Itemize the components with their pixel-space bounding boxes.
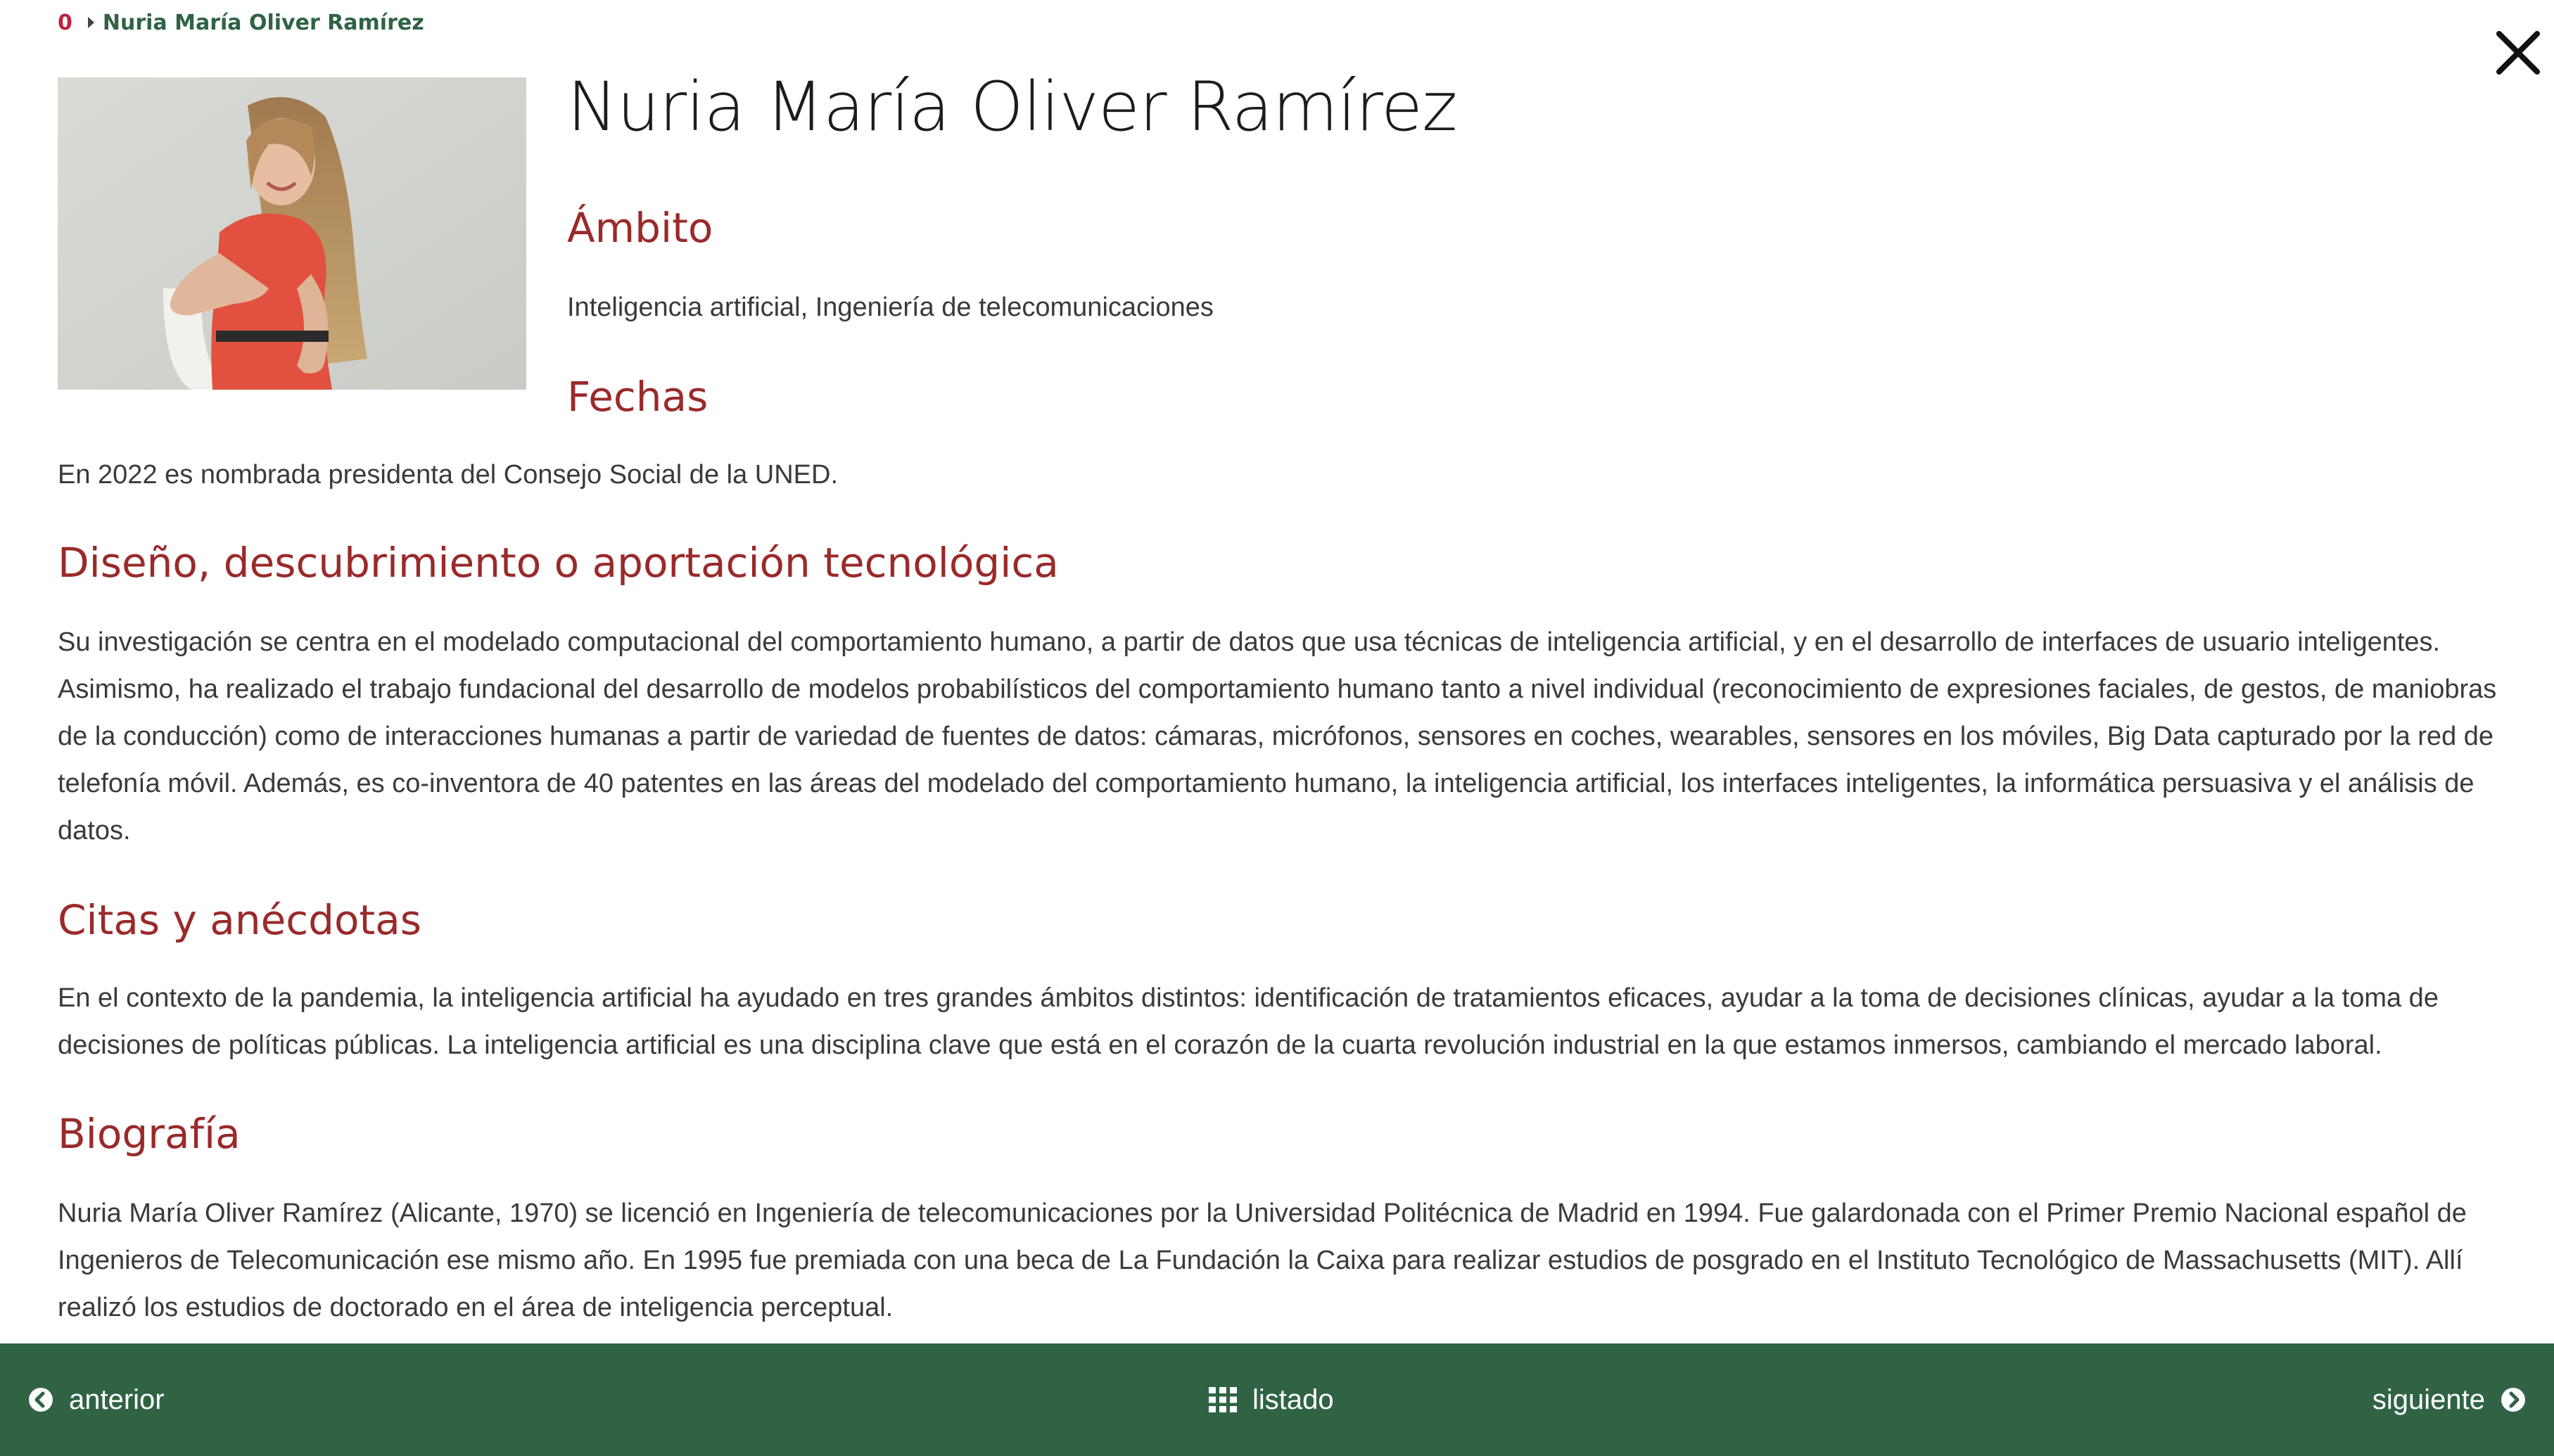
breadcrumb-current: Nuria María Oliver Ramírez (102, 10, 424, 35)
grid-icon (1209, 1387, 1237, 1412)
section-heading-citas: Citas y anécdotas (58, 896, 421, 944)
previous-label: anterior (69, 1384, 165, 1415)
next-label: siguiente (2372, 1384, 2485, 1415)
section-heading-biografia: Biografía (58, 1110, 241, 1158)
chevron-right-circle-icon (2501, 1387, 2526, 1412)
section-text-citas: En el contexto de la pandemia, la inteligencia artificial ha ayudado en tres grandes ámbitos distintos: identificación de tratamientos eficaces, ayudar a la toma de decisiones clínicas, ayudar a la toma de decisiones de políticas públicas. La inteligencia artificial es una disciplina clave que está en el corazón de la cuarta revolución industrial en la que estamos inmersos, cambiando el mercado laboral. (58, 983, 2439, 1060)
page-title: Nuria María Oliver Ramírez (567, 68, 1457, 146)
section-text-fechas: En 2022 es nombrada presidenta del Consejo Social de la UNED. (58, 460, 838, 490)
breadcrumb-root-link[interactable]: 0 (58, 10, 72, 35)
chevron-left-circle-icon (28, 1387, 53, 1412)
next-button[interactable] (2372, 1343, 2526, 1456)
close-icon (2493, 28, 2543, 77)
portrait-photo (58, 77, 526, 390)
section-heading-ambito: Ámbito (567, 204, 713, 252)
previous-button[interactable] (28, 1343, 165, 1456)
section-text-diseno: Su investigación se centra en el modelado computacional del comportamiento humano, a partir de datos que usa técnicas de inteligencia artificial, y en el desarrollo de interfaces de usuario inteligentes. Asimismo, ha realizado el trabajo fundacional del desarrollo de modelos probabilísticos del comportamiento humano tanto a nivel individual (reconocimiento de expresiones faciales, de gestos, de maniobras de la conducción) como de interacciones humanas a partir de variedad de fuentes de datos: cámaras, micrófonos, sensores en coches, wearables, sensores en los móviles, Big Data capturado por la red de telefonía móvil. Además, es co-inventora de 40 patentes en las áreas del modelado del comportamiento humano, la inteligencia artificial, los interfaces inteligentes, la informática persuasiva y el análisis de datos. (58, 627, 2497, 845)
breadcrumb-separator-icon (88, 17, 94, 28)
section-text-biografia: Nuria María Oliver Ramírez (Alicante, 1970) se licenció en Ingeniería de telecomunicaciones por la Universidad Politécnica de Madrid en 1994. Fue galardonada con el Primer Premio Nacional español de Ingenieros de Telecomunicación ese mismo año. En 1995 fue premiada con una beca de La Fundación la Caixa para realizar estudios de posgrado en el Instituto Tecnológico de Massachusetts (MIT). Allí realizó los estudios de doctorado en el área de inteligencia perceptual. (58, 1199, 2467, 1322)
breadcrumb (58, 7, 424, 38)
section-heading-fechas: Fechas (567, 373, 709, 421)
section-text-ambito: Inteligencia artificial, Ingeniería de telecomunicaciones (567, 293, 1214, 322)
list-button[interactable] (1209, 1343, 1334, 1456)
list-label: listado (1252, 1384, 1334, 1415)
section-heading-diseno: Diseño, descubrimiento o aportación tecnológica (58, 539, 1059, 587)
footer-navigation (0, 1343, 2554, 1456)
close-button[interactable] (2493, 28, 2543, 77)
